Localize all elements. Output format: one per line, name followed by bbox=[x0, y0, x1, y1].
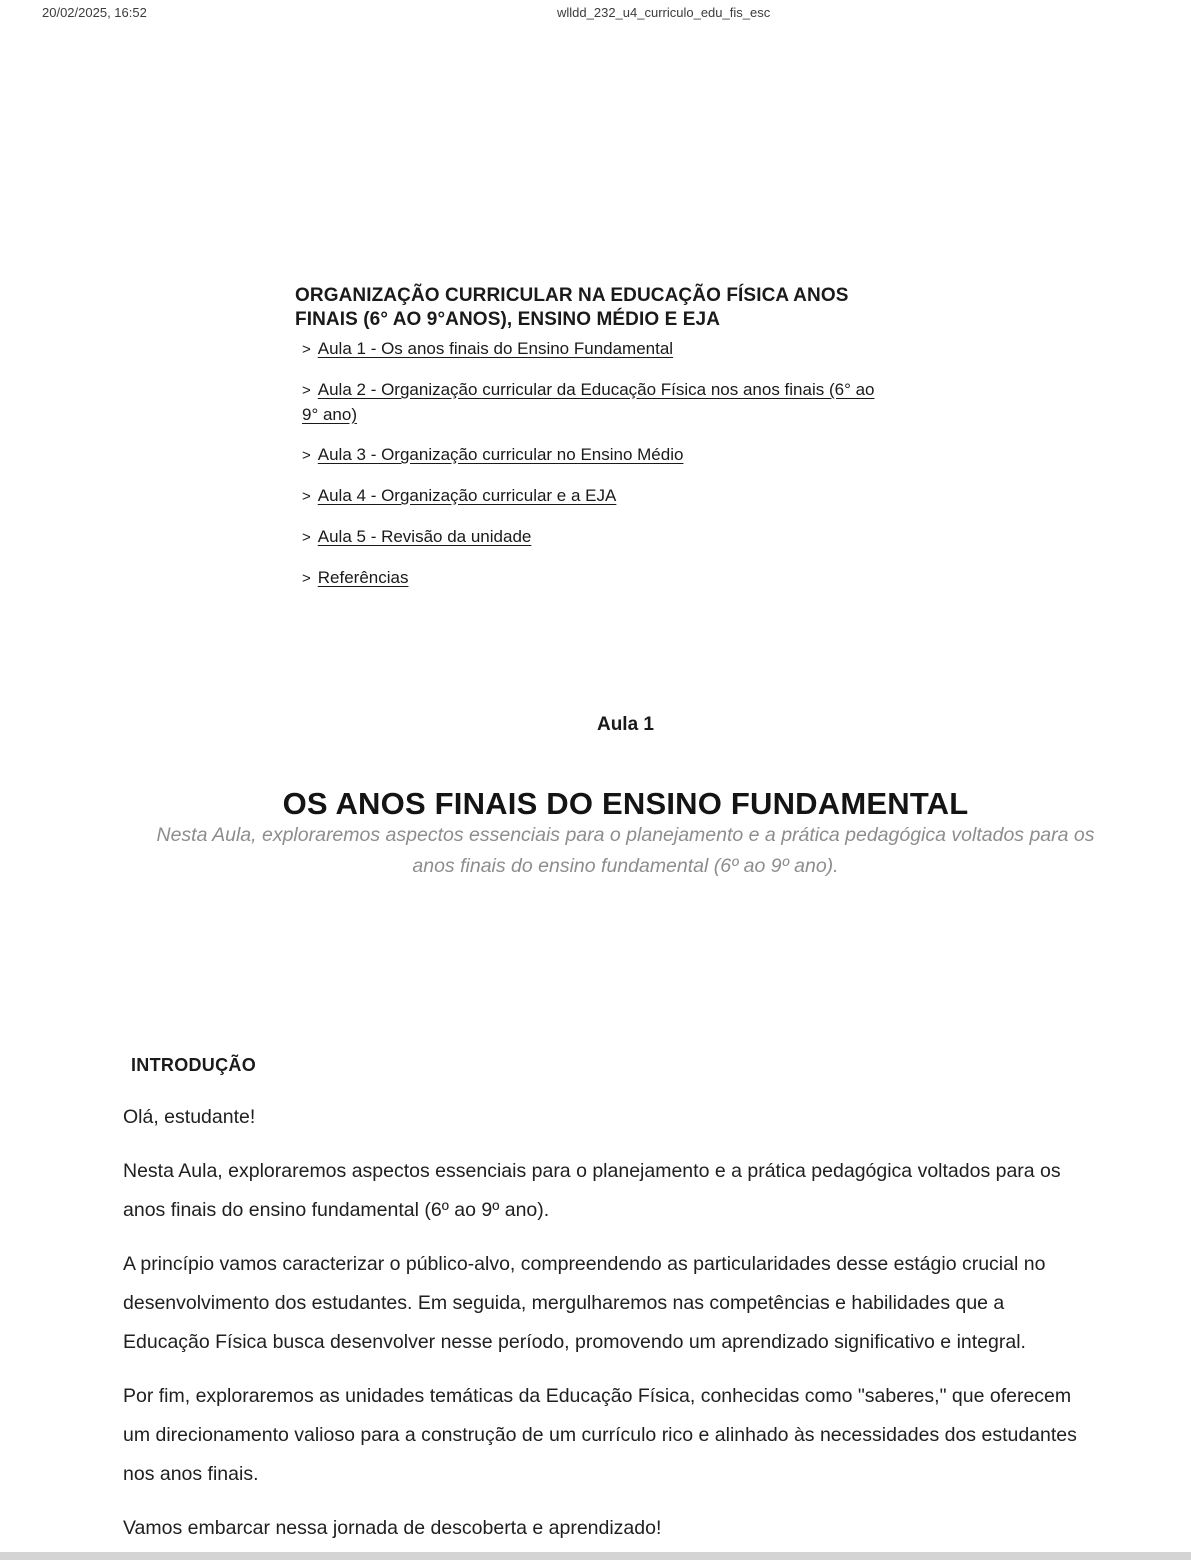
toc-link-aula-5[interactable]: Aula 5 - Revisão da unidade bbox=[317, 527, 532, 546]
toc-item-aula-3 bbox=[302, 443, 887, 468]
intro-paragraph-greeting: Olá, estudante! bbox=[123, 1106, 256, 1128]
toc-item-aula-4 bbox=[302, 484, 887, 509]
chevron-right-icon: > bbox=[302, 529, 311, 546]
page-edge-bar bbox=[0, 1552, 1191, 1560]
intro-body bbox=[123, 1098, 1091, 1563]
toc-item-aula-5 bbox=[302, 525, 887, 550]
intro-paragraph-saberes: Por fim, exploraremos as unidades temáticas da Educação Física, conhecidas como "saberes," que oferecem um direcionamento valioso para a construção de um currículo rico e alinhado às necessidades dos estudantes nos anos finais. bbox=[123, 1385, 1077, 1485]
toc-item-aula-2 bbox=[302, 378, 887, 427]
chevron-right-icon: > bbox=[302, 447, 311, 464]
chevron-right-icon: > bbox=[302, 341, 311, 358]
toc-item-aula-1 bbox=[302, 337, 887, 362]
lesson-subtitle: Nesta Aula, exploraremos aspectos essenciais para o planejamento e a prática pedagógica voltados para os anos finais do ensino fundamental (6º ao 9º ano). bbox=[156, 824, 1095, 877]
toc-link-aula-3[interactable]: Aula 3 - Organização curricular no Ensino Médio bbox=[317, 445, 684, 464]
print-header-document-title: wlldd_232_u4_curriculo_edu_fis_esc bbox=[557, 5, 771, 20]
intro-paragraph-closing: Vamos embarcar nessa jornada de descoberta e aprendizado! bbox=[123, 1517, 662, 1539]
chevron-right-icon: > bbox=[302, 570, 311, 587]
toc-list bbox=[302, 337, 887, 591]
chevron-right-icon: > bbox=[302, 382, 311, 399]
intro-paragraph-overview: Nesta Aula, exploraremos aspectos essenciais para o planejamento e a prática pedagógica voltados para os anos finais do ensino fundamental (6º ao 9º ano). bbox=[123, 1160, 1061, 1221]
toc-link-aula-2[interactable]: Aula 2 - Organização curricular da Educação Física nos anos finais (6° ao 9° ano) bbox=[302, 380, 875, 424]
intro-paragraph-publico-alvo: A princípio vamos caracterizar o público-alvo, compreendendo as particularidades desse estágio crucial no desenvolvimento dos estudantes. Em seguida, mergulharemos nas competências e habilidades que a Educação Física busca desenvolver nesse período, promovendo um aprendizado significativo e integral. bbox=[123, 1253, 1046, 1353]
lesson-title: OS ANOS FINAIS DO ENSINO FUNDAMENTAL bbox=[282, 785, 969, 821]
toc-section bbox=[295, 284, 895, 607]
toc-link-aula-4[interactable]: Aula 4 - Organização curricular e a EJA bbox=[317, 486, 617, 505]
print-header-datetime: 20/02/2025, 16:52 bbox=[42, 5, 147, 20]
intro-heading: INTRODUÇÃO bbox=[131, 1054, 256, 1075]
chevron-right-icon: > bbox=[302, 488, 311, 505]
toc-link-aula-1[interactable]: Aula 1 - Os anos finais do Ensino Fundamental bbox=[317, 339, 674, 358]
toc-item-referencias bbox=[302, 566, 887, 591]
lesson-kicker: Aula 1 bbox=[596, 714, 655, 735]
toc-heading: ORGANIZAÇÃO CURRICULAR NA EDUCAÇÃO FÍSICA ANOS FINAIS (6° AO 9°ANOS), ENSINO MÉDIO E EJA bbox=[295, 285, 849, 330]
toc-link-referencias[interactable]: Referências bbox=[317, 568, 409, 587]
